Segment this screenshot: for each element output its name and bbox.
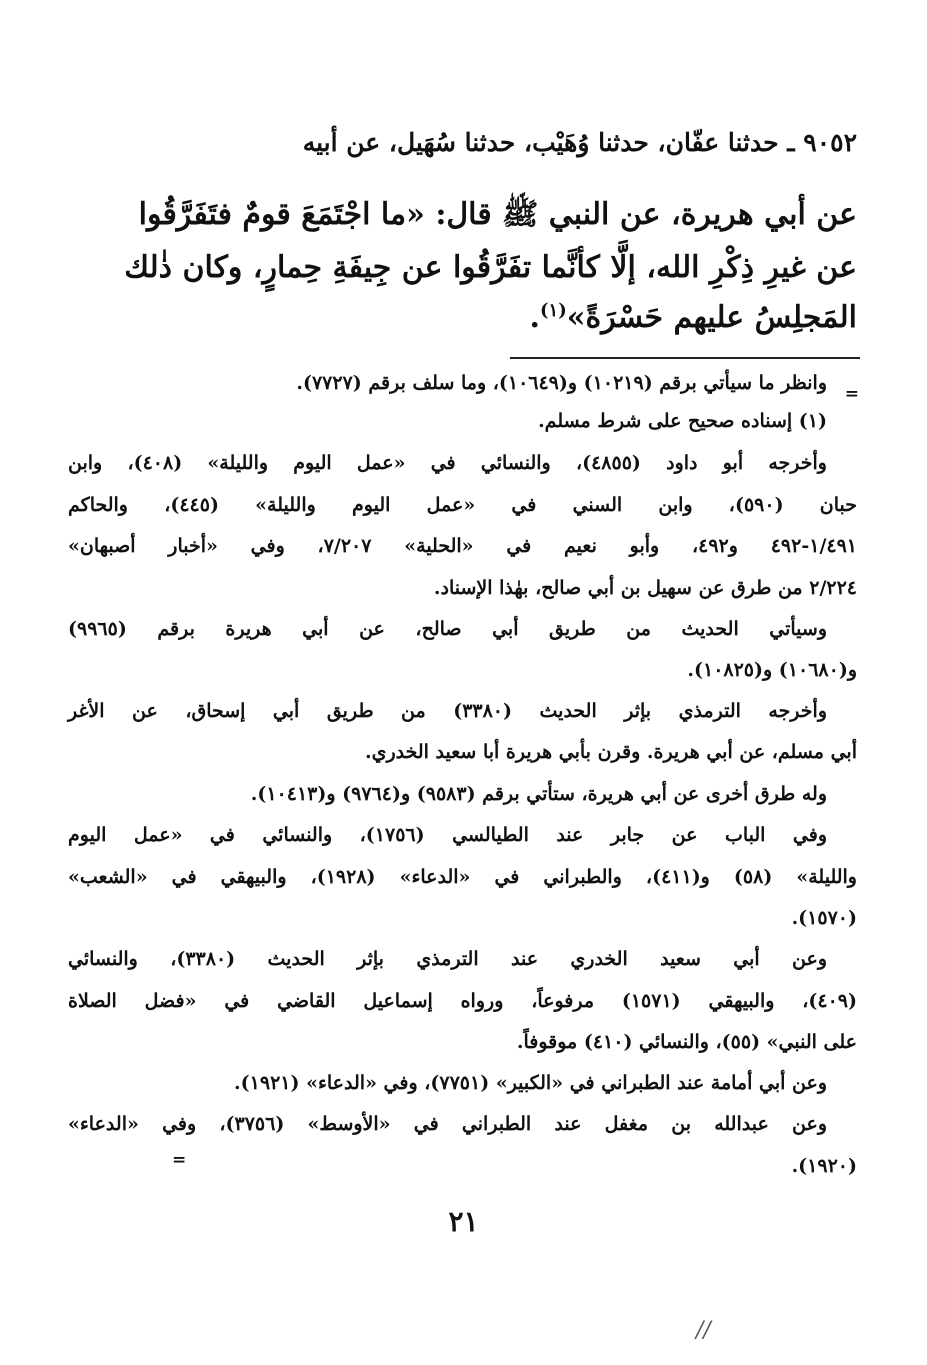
footnote-line: ١/٤٩١-٤٩٢ و٤٩٢، وأبو نعيم في «الحلية» ٧/٢٠٧، وفي «أخبار أصبهان» bbox=[68, 535, 857, 557]
margin-mark: // bbox=[696, 1318, 711, 1343]
hadith-line-4 bbox=[68, 300, 857, 335]
continuation-mark-top: = bbox=[844, 384, 859, 404]
footnote-line: وفي الباب عن جابر عند الطيالسي (١٧٥٦)، والنسائي في «عمل اليوم bbox=[68, 824, 827, 846]
footnote-line: (١٩٢٠). bbox=[791, 1155, 857, 1177]
footnote-line: وسيأتي الحديث من طريق أبي صالح، عن أبي هريرة برقم (٩٩٦٥) bbox=[68, 618, 827, 640]
footnote-line: وعن أبي أمامة عند الطبراني في «الكبير» (٧٧٥١)، وفي «الدعاء» (١٩٢١). bbox=[234, 1072, 827, 1094]
footnote-line: أبي مسلم، عن أبي هريرة. وقرن بأبي هريرة أبا سعيد الخدري. bbox=[364, 741, 857, 763]
footnote-line: وعن أبي سعيد الخدري عند الترمذي بإثر الحديث (٣٣٨٠)، والنسائي bbox=[68, 948, 827, 970]
hadith-line-2: عن أبي هريرة، عن النبي ﷺ قال: «ما اجْتَمَعَ قومٌ فتَفَرَّقُوا bbox=[138, 197, 857, 232]
footnote-line: و(١٠٦٨٠) و(١٠٨٢٥). bbox=[687, 659, 857, 681]
footnote-line: وله طرق أخرى عن أبي هريرة، ستأتي برقم (٩٥٨٣) و(٩٧٦٤) و(١٠٤١٣). bbox=[250, 783, 827, 805]
footnote-line: حبان (٥٩٠)، وابن السني في «عمل اليوم والليلة» (٤٤٥)، والحاكم bbox=[68, 494, 857, 516]
continuation-mark-bottom: = bbox=[172, 1150, 187, 1170]
footnote-line: (١) إسناده صحيح على شرط مسلم. bbox=[538, 410, 827, 432]
hadith-line-1: ٩٠٥٢ ـ حدثنا عفّان، حدثنا وُهَيْب، حدثنا سُهَيل، عن أبيه bbox=[302, 128, 857, 157]
footnote-line: والليلة» (٥٨) و(٤١١)، والطبراني في «الدعاء» (١٩٢٨)، والبيهقي في «الشعب» bbox=[68, 866, 857, 888]
hadith-line-end: . bbox=[529, 300, 540, 335]
hadith-line-3: عن غيرِ ذِكْرِ الله، إلَّا كأنَّما تفَرَّقُوا عن جِيفَةِ حِمارٍ، وكان ذٰلك bbox=[124, 250, 857, 285]
footnote-line: وعن عبدالله بن مغفل عند الطبراني في «الأوسط» (٣٧٥٦)، وفي «الدعاء» bbox=[68, 1113, 827, 1135]
page-number: ٢١ bbox=[448, 1205, 479, 1238]
footnote-reference: (١) bbox=[540, 300, 567, 321]
footnote-line: وأخرجه أبو داود (٤٨٥٥)، والنسائي في «عمل اليوم والليلة» (٤٠٨)، وابن bbox=[68, 452, 827, 474]
footnote-divider bbox=[510, 357, 860, 359]
footnote-line: ٢/٢٢٤ من طرق عن سهيل بن أبي صالح، بهٰذا الإسناد. bbox=[433, 577, 857, 599]
footnote-line: وأخرجه الترمذي بإثر الحديث (٣٣٨٠) من طريق أبي إسحاق، عن الأغر bbox=[68, 700, 827, 722]
footnote-line: (١٥٧٠). bbox=[791, 907, 857, 929]
footnote-line: (٤٠٩)، والبيهقي (١٥٧١) مرفوعاً، ورواه إسماعيل القاضي في «فضل الصلاة bbox=[68, 990, 857, 1012]
footnote-line: وانظر ما سيأتي برقم (١٠٢١٩) و(١٠٦٤٩)، وما سلف برقم (٧٧٢٧). bbox=[296, 372, 827, 394]
hadith-closing-text: المَجلِسُ عليهم حَسْرَةً» bbox=[566, 300, 857, 335]
footnote-line: على النبي» (٥٥)، والنسائي (٤١٠) موقوفاً. bbox=[516, 1031, 857, 1053]
